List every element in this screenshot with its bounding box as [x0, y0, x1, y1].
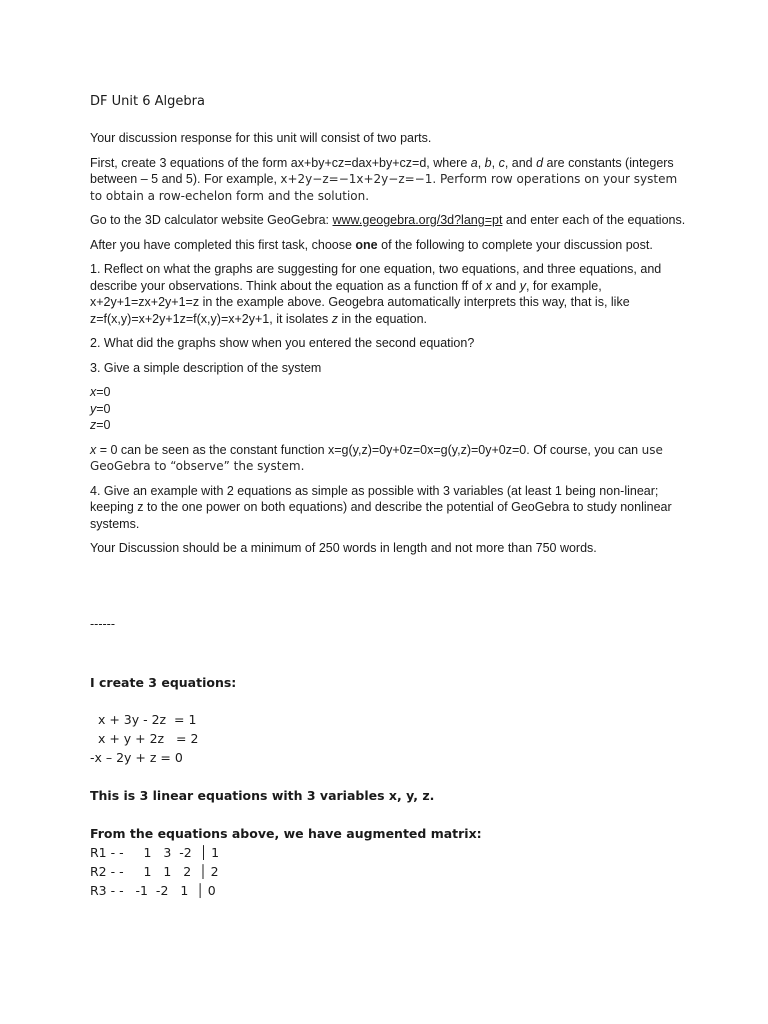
word-count-paragraph: Your Discussion should be a minimum of 250 words in length and not more than 750 words. — [90, 541, 597, 555]
choose-option-paragraph — [90, 237, 690, 254]
system-line-z — [90, 417, 690, 434]
option-two-paragraph: 2. What did the graphs show when you entered the second equation? — [90, 336, 475, 350]
variable-z: z — [90, 418, 97, 432]
text-run: First, create 3 equations of the form ax+by+cz=dax+by+cz=d, where — [90, 155, 471, 170]
intro-paragraph: Your discussion response for this unit will consist of two parts. — [90, 131, 432, 145]
text-run: =0 — [96, 418, 111, 432]
variable-y: y — [90, 401, 97, 416]
text-run: use GeoGebra to “observe” the system. — [90, 442, 663, 473]
text-run: , for example, x+2y+1=zx+2y+1=z in the example above. Geogebra automatically interprets this way, that is, like z=f(x,y)=x+2y+1z=f(x,y)=x+2y+1, it isolates — [90, 278, 630, 326]
variable-y: y — [519, 278, 526, 293]
answer-heading: I create 3 equations: — [90, 675, 237, 690]
text-run: and enter each of the equations. — [502, 213, 686, 227]
variable-z: z — [331, 311, 339, 326]
text-run: Go to the 3D calculator website GeoGebra: — [90, 213, 333, 227]
example-equation-text: x+2y−z=−1x+2y−z=−1. Perform row operations on your system to obtain a row-echelon form and the solution. — [90, 172, 678, 203]
text-run: =0 — [96, 385, 111, 399]
text-run: of the following to complete your discussion post. — [377, 237, 653, 252]
separator: ------ — [90, 617, 115, 631]
variable-d: d — [536, 155, 544, 170]
text-run: , — [477, 155, 485, 170]
text-run: , — [491, 155, 499, 170]
linear-system-note: This is 3 linear equations with 3 variables x, y, z. — [90, 788, 435, 803]
option-three-paragraph: 3. Give a simple description of the system — [90, 360, 322, 375]
variable-a: a — [470, 155, 478, 170]
variable-x: x — [90, 442, 97, 457]
task-one-paragraph — [90, 155, 690, 205]
geogebra-paragraph — [90, 212, 690, 229]
text-run: =0 — [96, 401, 111, 416]
augmented-matrix: R1 - - 1 3 -2 │ 1 R2 - - 1 1 2 │ 2 R3 - - -1 -2 1 │ 0 — [90, 845, 220, 898]
variable-b: b — [484, 155, 492, 170]
option-one-paragraph — [90, 261, 690, 327]
variable-c: c — [498, 155, 505, 170]
text-run: and — [491, 278, 520, 293]
text-run: in the equation. — [338, 311, 427, 326]
text-run: After you have completed this first task, choose — [90, 237, 356, 252]
variable-x: x — [90, 385, 97, 399]
geogebra-link[interactable]: www.geogebra.org/3d?lang=pt — [332, 213, 503, 227]
text-run: , and — [504, 155, 537, 170]
equation-list: x + 3y - 2z = 1 x + y + 2z = 2 -x – 2y + z = 0 — [90, 712, 199, 765]
system-line-y — [90, 401, 690, 418]
variable-x: x — [485, 278, 492, 293]
constant-function-paragraph — [90, 442, 690, 475]
emphasis-one: one — [355, 237, 378, 252]
text-run: = 0 can be seen as the constant function x=g(y,z)=0y+0z=0x=g(y,z)=0y+0z=0. Of course, you can — [96, 442, 642, 457]
system-line-x — [90, 384, 690, 401]
matrix-heading: From the equations above, we have augmented matrix: — [90, 826, 482, 841]
option-four-paragraph: 4. Give an example with 2 equations as simple as possible with 3 variables (at least 1 being non-linear; keeping z to the one power on both equations) and describe the potential of GeoGebra to study nonlinear systems. — [90, 483, 672, 531]
document-title: DF Unit 6 Algebra — [90, 94, 205, 109]
text-run: are constants (integers between – 5 and 5). For example, — [90, 155, 674, 186]
assignment-instructions — [90, 130, 690, 557]
text-run: 1. Reflect on what the graphs are suggesting for one equation, two equations, and three equations, and describe your observations. Think about the equation as a function ff of — [90, 262, 662, 293]
